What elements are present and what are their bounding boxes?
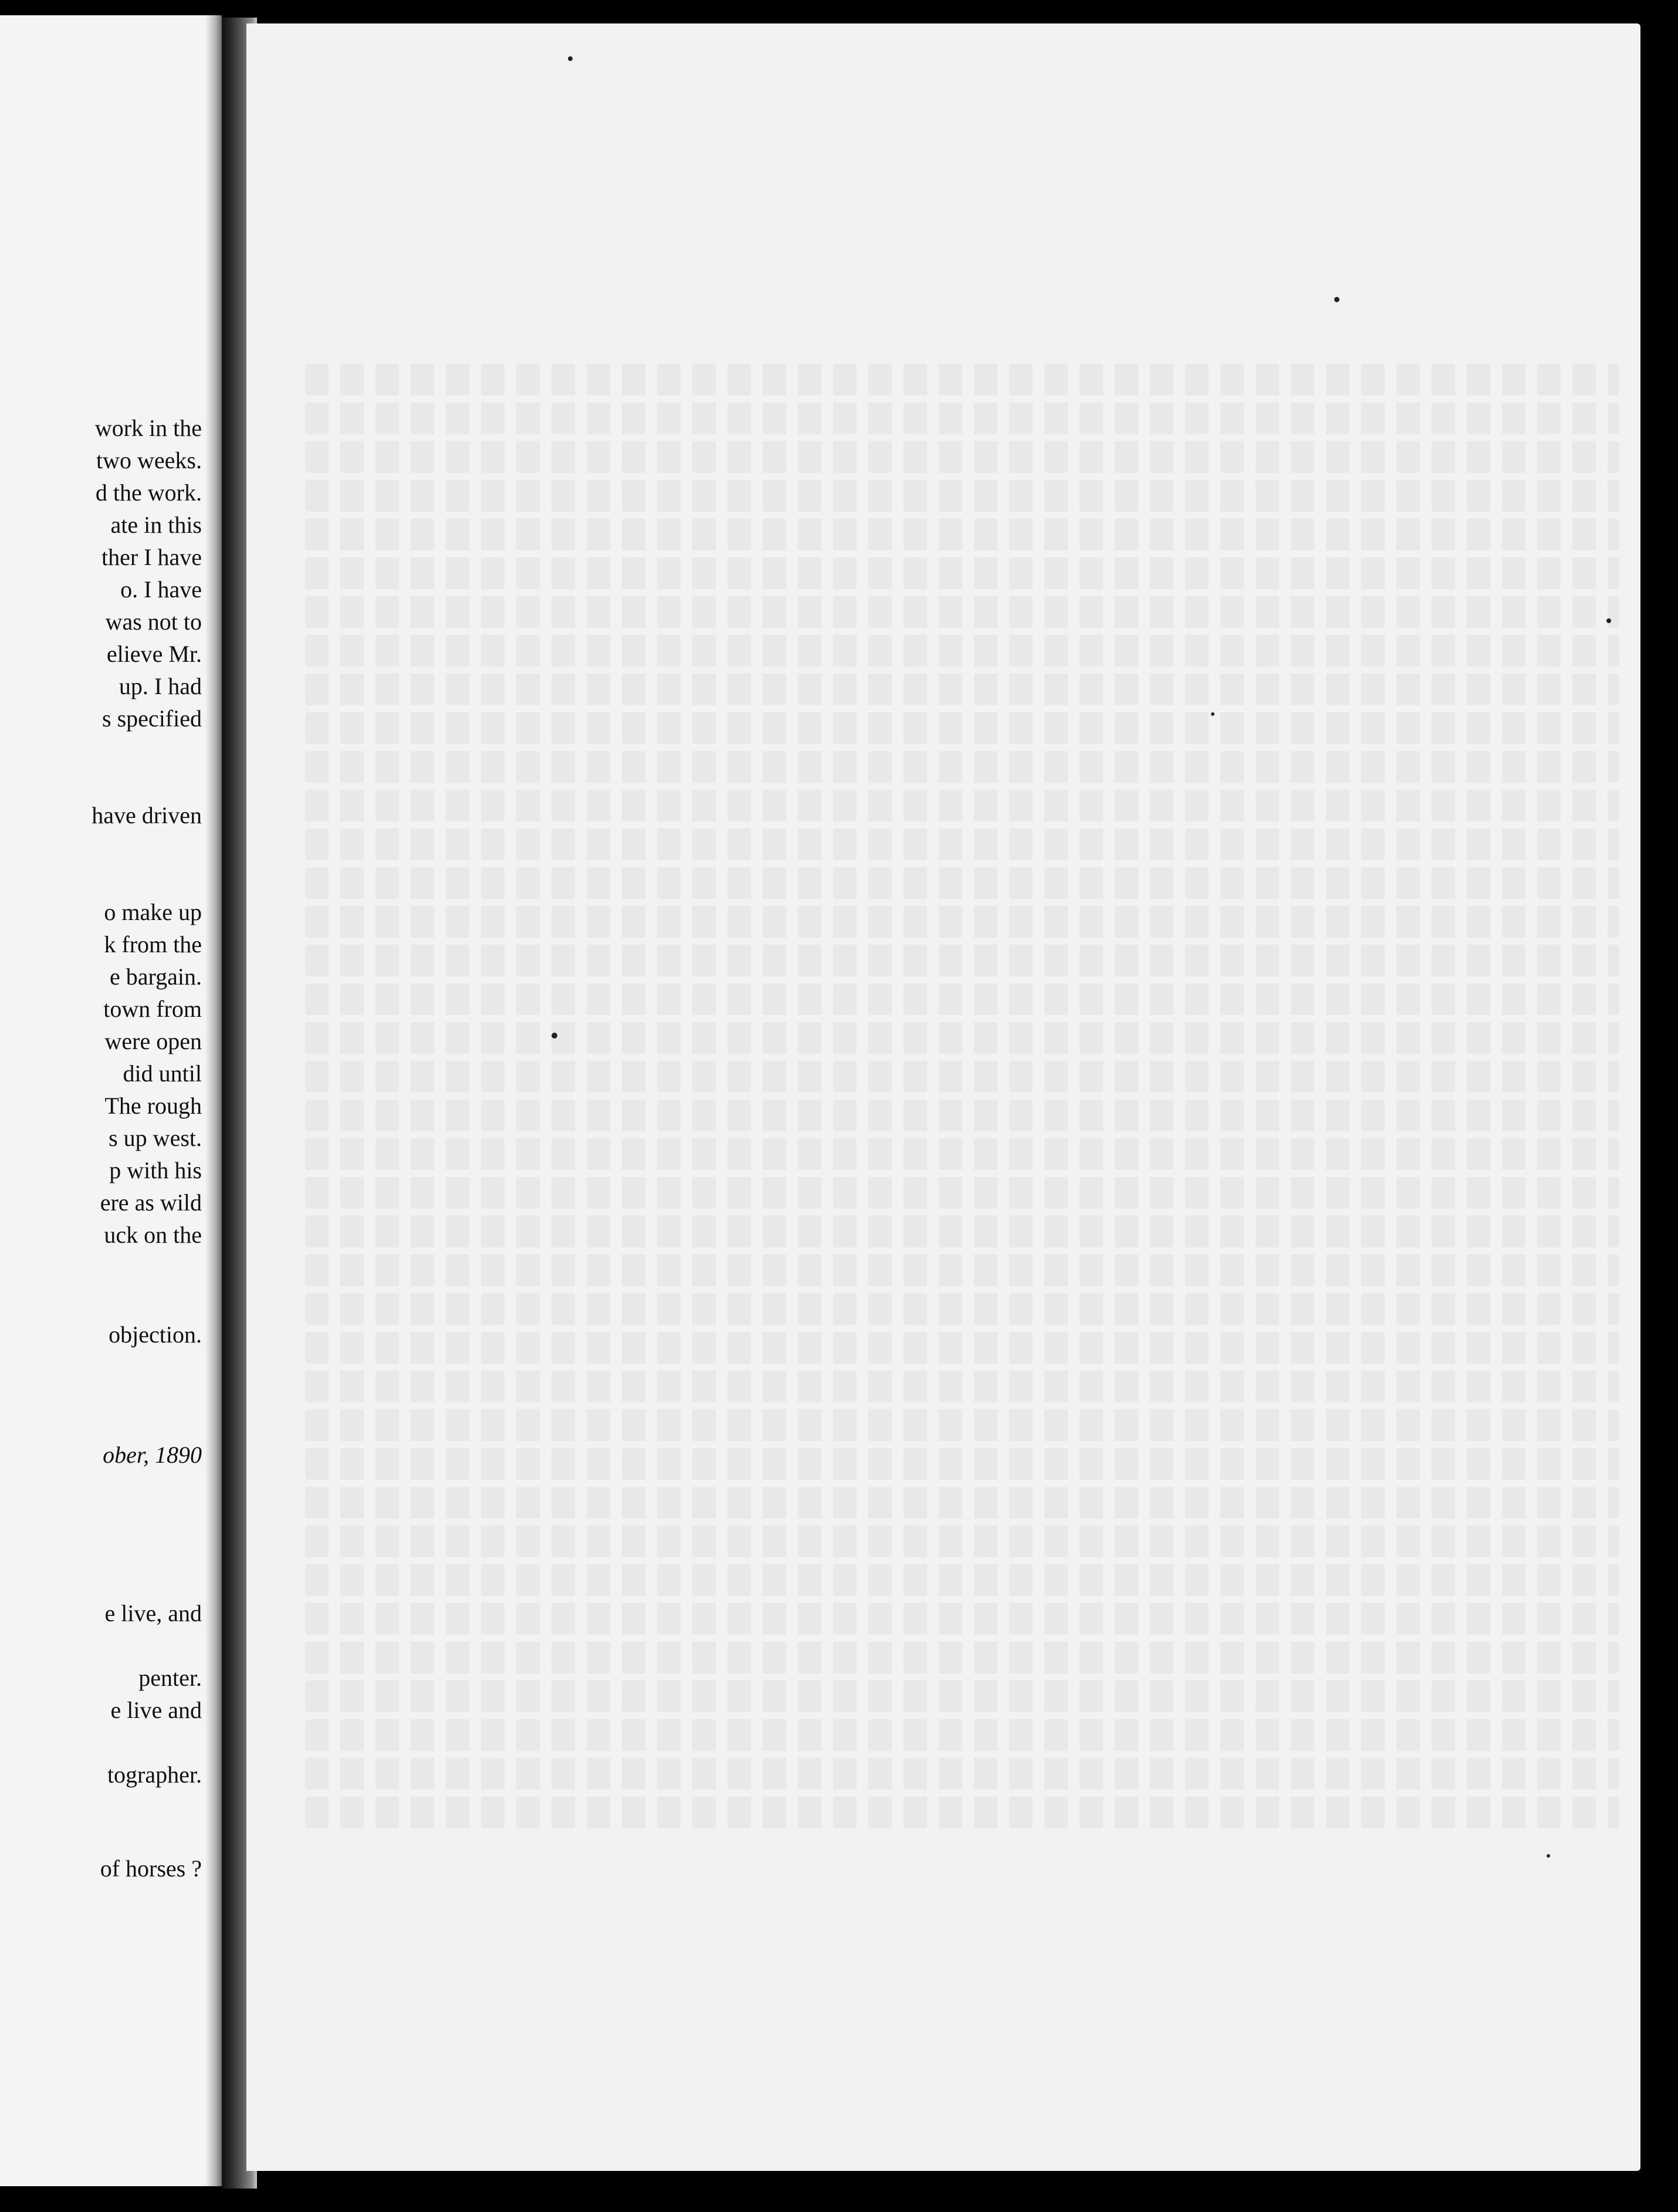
text-line: of horses ? xyxy=(100,1855,202,1882)
text-line: up. I had xyxy=(119,673,202,699)
text-line: e live and xyxy=(110,1697,202,1723)
text-line: e live, and xyxy=(104,1600,202,1626)
text-line: The rough xyxy=(104,1093,202,1119)
text-line: was not to xyxy=(105,608,202,635)
text-line: ere as wild xyxy=(100,1189,202,1216)
text-line: s specified xyxy=(102,705,202,732)
text-line: elieve Mr. xyxy=(106,641,202,667)
text-line: s up west. xyxy=(109,1125,202,1151)
page-gutter-shadow xyxy=(205,15,222,2186)
text-line: were open xyxy=(104,1028,202,1054)
scan-speck xyxy=(1334,297,1339,302)
text-line: tographer. xyxy=(107,1761,202,1788)
scan-speck xyxy=(552,1033,557,1039)
text-line: penter. xyxy=(138,1665,202,1691)
date-line: ober, 1890 xyxy=(103,1442,202,1468)
text-line: e bargain. xyxy=(110,963,202,990)
show-through-text xyxy=(305,364,1619,1919)
text-line: ther I have xyxy=(101,544,202,570)
right-page-blank xyxy=(246,23,1640,2171)
text-line: k from the xyxy=(104,931,202,958)
text-line: uck on the xyxy=(104,1222,202,1248)
text-line: o. I have xyxy=(120,576,202,603)
scan-speck xyxy=(1211,712,1214,716)
text-line: have driven xyxy=(92,802,202,828)
text-line: objection. xyxy=(109,1321,202,1348)
text-line: work in the xyxy=(94,415,202,441)
scan-speck xyxy=(1547,1854,1550,1858)
text-line: two weeks. xyxy=(96,447,202,473)
text-line: p with his xyxy=(109,1157,202,1183)
scan-speck xyxy=(568,56,573,61)
text-line: ate in this xyxy=(110,512,202,538)
text-line: did until xyxy=(123,1060,202,1087)
text-line: o make up xyxy=(104,899,202,925)
left-page xyxy=(0,15,222,2186)
scan-speck xyxy=(1606,618,1611,623)
text-line: d the work. xyxy=(95,479,202,506)
text-line: town from xyxy=(103,996,202,1022)
